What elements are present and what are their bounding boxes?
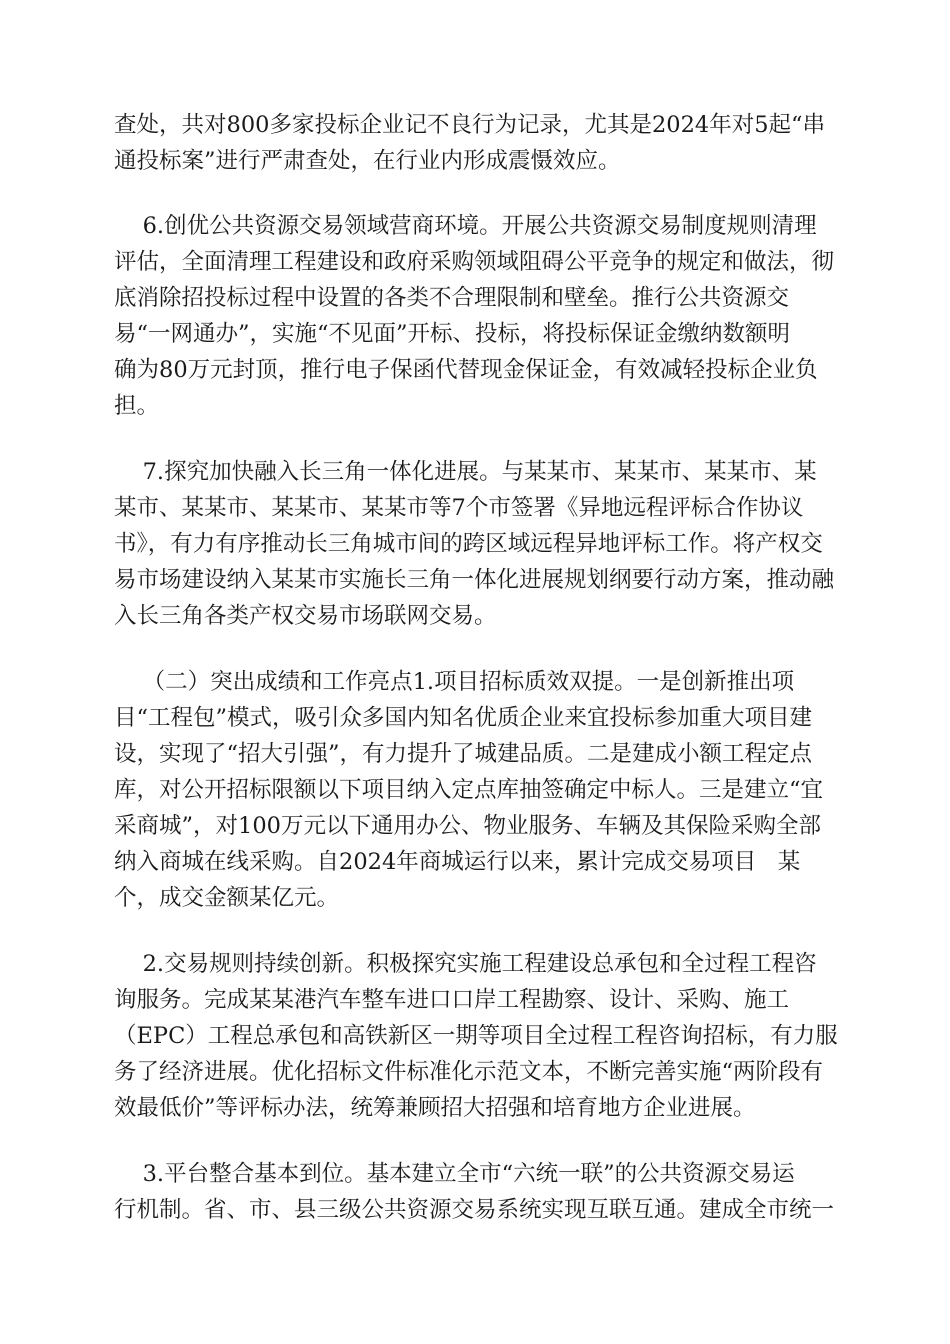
- document-body: [114, 107, 836, 1228]
- text-line: （二）突出成绩和工作亮点1.项目招标质效双提。一是创新推出项: [114, 669, 795, 695]
- paragraph-trading-rules-innovation: [114, 946, 836, 1126]
- paragraph-platform-integration: [114, 1156, 836, 1228]
- text-line: 易市场建设纳入某某市实施长三角一体化进展规划纲要行动方案，推动融: [114, 567, 835, 593]
- text-line: 效最低价”等评标办法，统筹兼顾招大招强和培育地方企业进展。: [114, 1095, 756, 1121]
- paragraph-business-environment: [114, 208, 836, 424]
- text-line: 7.探究加快融入长三角一体化进展。与某某市、某某市、某某市、某: [114, 459, 817, 485]
- text-line: （EPC）工程总承包和高铁新区一期等项目全过程工程咨询招标，有力服: [114, 1023, 838, 1049]
- text-line: 目“工程包”模式，吸引众多国内知名优质企业来宜投标参加重大项目建: [114, 705, 813, 731]
- text-line: 确为80万元封顶，推行电子保函代替现金保证金，有效减轻投标企业负: [114, 357, 818, 383]
- text-line: 3.平台整合基本到位。基本建立全市“六统一联”的公共资源交易运: [114, 1161, 795, 1187]
- text-line: 易“一网通办”，实施“不见面”开标、投标，将投标保证金缴纳数额明: [114, 321, 791, 347]
- text-line: 评估，全面清理工程建设和政府采购领域阻碍公平竞争的规定和做法，彻: [114, 249, 835, 275]
- paragraph-yangtze-delta-integration: [114, 454, 836, 634]
- text-line: 设，实现了“招大引强”，有力提升了城建品质。二是建成小额工程定点: [114, 741, 813, 767]
- text-line: 个，成交金额某亿元。: [114, 885, 340, 911]
- text-line: 底消除招投标过程中设置的各类不合理限制和壁垒。推行公共资源交: [114, 285, 790, 311]
- text-line: 查处，共对800多家投标企业记不良行为记录，尤其是2024年对5起“串: [114, 112, 826, 138]
- paragraph-violations-handling: [114, 107, 836, 179]
- text-line: 询服务。完成某某港汽车整车进口口岸工程勘察、设计、采购、施工: [114, 987, 790, 1013]
- text-line: 行机制。省、市、县三级公共资源交易系统实现互联互通。建成全市统一: [114, 1197, 835, 1223]
- text-line: 纳入商城在线采购。自2024年商城运行以来，累计完成交易项目 某: [114, 849, 801, 875]
- text-line: 6.创优公共资源交易领域营商环境。开展公共资源交易制度规则清理: [114, 213, 817, 239]
- text-line: 务了经济进展。优化招标文件标准化示范文本，不断完善实施“两阶段有: [114, 1059, 824, 1085]
- text-line: 某市、某某市、某某市、某某市等7个市签署《异地远程评标合作协议: [114, 495, 804, 521]
- text-line: 采商城”，对100万元以下通用办公、物业服务、车辆及其保险采购全部: [114, 813, 821, 839]
- text-line: 通投标案”进行严肃查处，在行业内形成震慑效应。: [114, 148, 621, 174]
- text-line: 入长三角各类产权交易市场联网交易。: [114, 603, 497, 629]
- text-line: 库，对公开招标限额以下项目纳入定点库抽签确定中标人。三是建立“宜: [114, 777, 824, 803]
- text-line: 2.交易规则持续创新。积极探究实施工程建设总承包和全过程工程咨: [114, 951, 817, 977]
- paragraph-achievements-highlights: [114, 664, 836, 916]
- text-line: 担。: [114, 393, 160, 419]
- text-line: 书》，有力有序推动长三角城市间的跨区域远程异地评标工作。将产权交: [114, 531, 823, 557]
